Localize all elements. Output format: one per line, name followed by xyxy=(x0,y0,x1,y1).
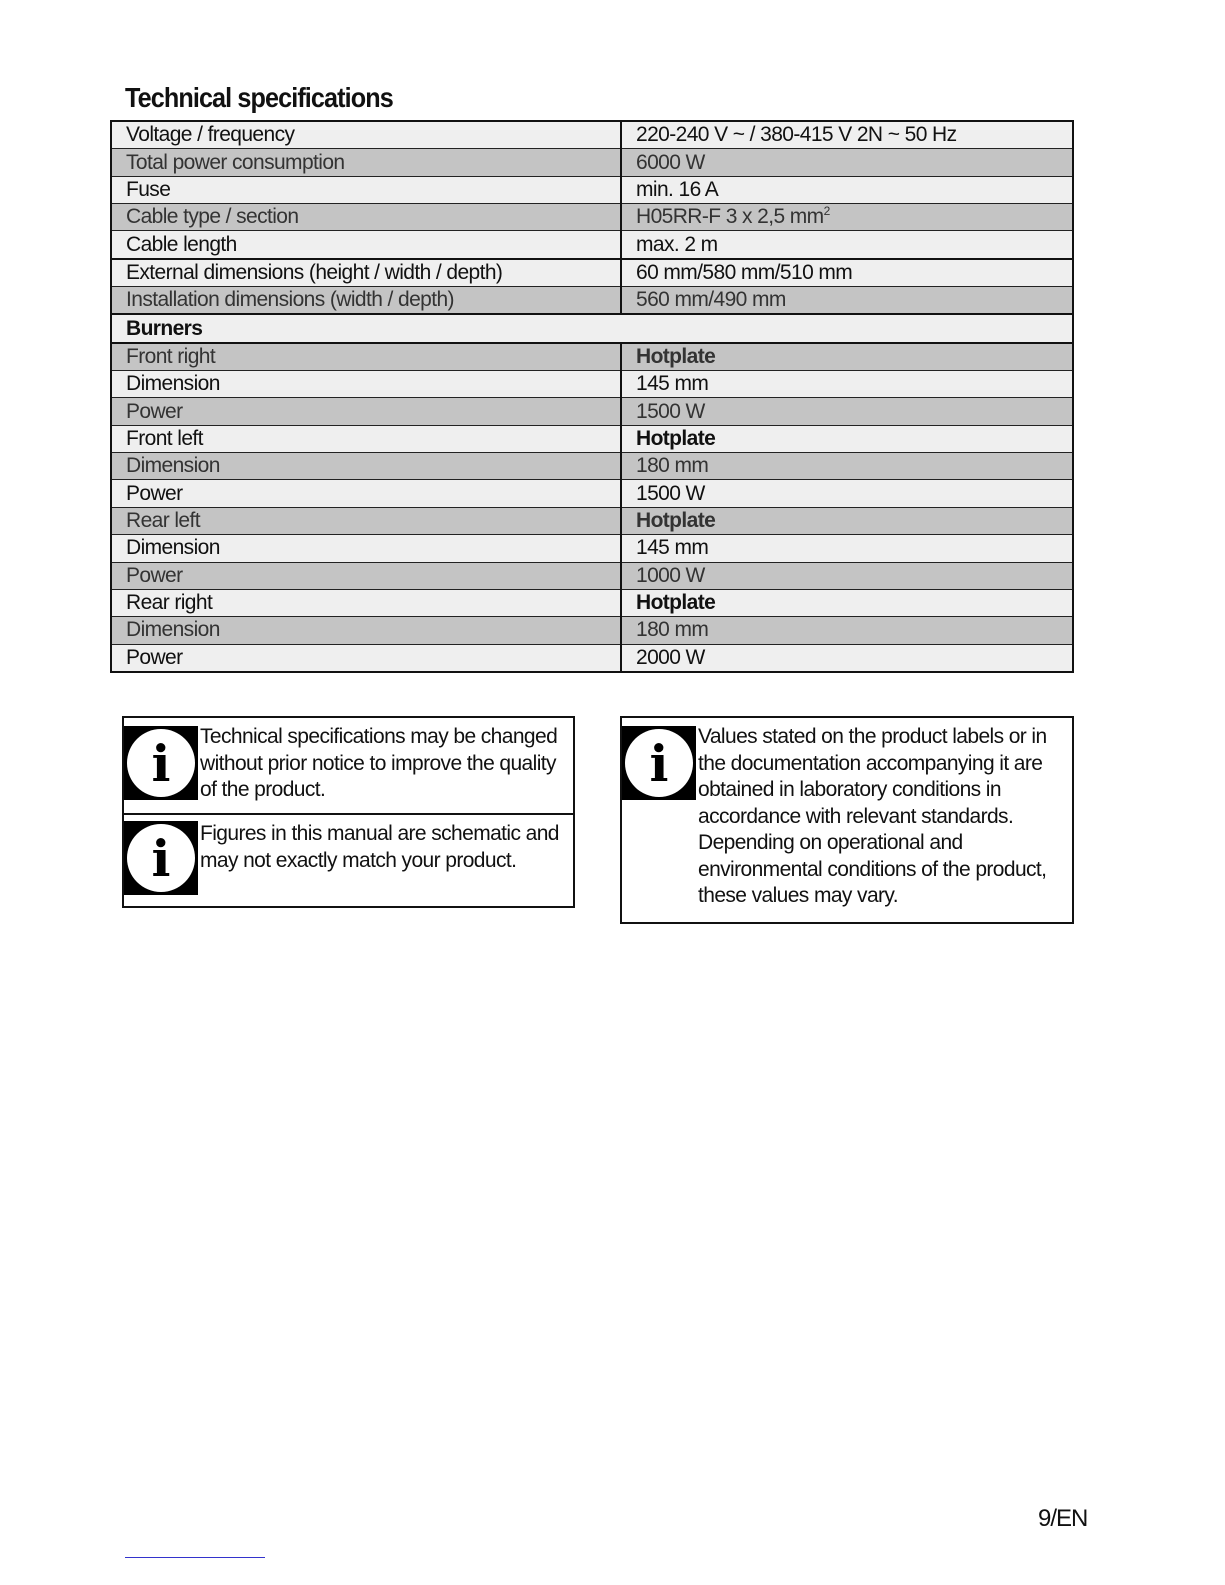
spec-label: Dimension xyxy=(111,617,621,644)
spec-label: Dimension xyxy=(111,453,621,480)
spec-value: 1000 W xyxy=(621,562,1073,589)
info-icon: i xyxy=(124,726,198,800)
spec-label: Fuse xyxy=(111,176,621,203)
spec-label: Power xyxy=(111,398,621,425)
info-note-box-right xyxy=(620,716,1074,924)
info-icon: i xyxy=(622,726,696,800)
spec-value: 1500 W xyxy=(621,398,1073,425)
table-row xyxy=(111,507,1073,534)
spec-label: External dimensions (height / width / depth) xyxy=(111,259,621,287)
spec-value: 220-240 V ~ / 380-415 V 2N ~ 50 Hz xyxy=(621,121,1073,149)
table-row xyxy=(111,231,1073,259)
spec-label: Rear left xyxy=(111,507,621,534)
spec-value: max. 2 m xyxy=(621,231,1073,259)
spec-label: Installation dimensions (width / depth) xyxy=(111,287,621,315)
info-note-box-left xyxy=(122,716,575,908)
table-row xyxy=(111,121,1073,149)
table-row xyxy=(111,343,1073,371)
spec-value: 560 mm/490 mm xyxy=(621,287,1073,315)
table-row xyxy=(111,371,1073,398)
table-row xyxy=(111,287,1073,315)
table-row xyxy=(111,453,1073,480)
table-row xyxy=(111,644,1073,672)
page-number: 9/EN xyxy=(1038,1505,1088,1532)
spec-label: Power xyxy=(111,562,621,589)
spec-value: Hotplate xyxy=(621,343,1073,371)
spec-value: Hotplate xyxy=(621,507,1073,534)
note-values: Values stated on the product labels or in the documentation accompanying it are obtained in laboratory conditions in accordance with relevant standards. Depending on operational and environmental conditions of the product, these values may vary. xyxy=(698,725,1047,907)
spec-value: min. 16 A xyxy=(621,176,1073,203)
table-row xyxy=(111,259,1073,287)
spec-value: 180 mm xyxy=(621,453,1073,480)
table-row xyxy=(111,562,1073,589)
table-row xyxy=(111,535,1073,562)
footer-link-line xyxy=(125,1557,265,1558)
table-row xyxy=(111,398,1073,425)
page-title: Technical specifications xyxy=(125,82,393,113)
table-row xyxy=(111,176,1073,203)
spec-value: 6000 W xyxy=(621,149,1073,176)
spec-value: 145 mm xyxy=(621,371,1073,398)
spec-value: 180 mm xyxy=(621,617,1073,644)
table-row xyxy=(111,480,1073,507)
spec-label: Front left xyxy=(111,425,621,452)
table-row xyxy=(111,589,1073,616)
spec-value: H05RR-F 3 x 2,5 $mm^2$ xyxy=(621,204,1073,231)
spec-value: 2000 W xyxy=(621,644,1073,672)
spec-label: Power xyxy=(111,480,621,507)
table-row xyxy=(111,617,1073,644)
info-icon: i xyxy=(124,821,198,895)
spec-label: Rear right xyxy=(111,589,621,616)
spec-table xyxy=(110,120,1074,673)
spec-value: Hotplate xyxy=(621,425,1073,452)
burners-heading-row xyxy=(111,314,1073,342)
spec-label: Total power consumption xyxy=(111,149,621,176)
spec-value: Hotplate xyxy=(621,589,1073,616)
note-spec-change: Technical specifications may be changed without prior notice to improve the quality of the product. xyxy=(200,725,558,801)
spec-label: Voltage / frequency xyxy=(111,121,621,149)
table-row xyxy=(111,149,1073,176)
spec-label: Dimension xyxy=(111,371,621,398)
spec-label: Dimension xyxy=(111,535,621,562)
table-row xyxy=(111,425,1073,452)
burners-heading: Burners xyxy=(111,314,1073,342)
spec-value: 145 mm xyxy=(621,535,1073,562)
spec-label: Cable type / section xyxy=(111,204,621,231)
note-figures: Figures in this manual are schematic and may not exactly match your product. xyxy=(200,822,559,872)
spec-value: 1500 W xyxy=(621,480,1073,507)
spec-value: 60 mm/580 mm/510 mm xyxy=(621,259,1073,287)
spec-label: Power xyxy=(111,644,621,672)
spec-label: Cable length xyxy=(111,231,621,259)
spec-label: Front right xyxy=(111,343,621,371)
table-row xyxy=(111,204,1073,231)
